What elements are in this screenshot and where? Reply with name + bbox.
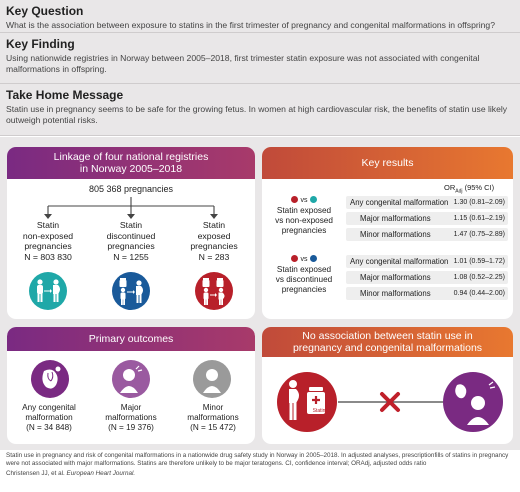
result-value: 0.94 (0.44–2.00) [453,290,505,297]
key-question-text: What is the association between exposure to statins in the first trimester of pregnancy and congenital malformations in offspring? [6,20,495,30]
key-results-header [262,147,513,179]
vs-label: vs [300,256,308,263]
group-label-line2: discontinued [106,230,156,241]
result-value: 1.01 (0.59–1.72) [453,258,505,265]
comparison-1-label [264,195,344,236]
association-title-line1: No association between statin use in [302,330,473,342]
key-finding-box [0,33,520,84]
group-label-line3: pregnancies [107,241,155,251]
outcome-line1: Minor [202,403,224,412]
result-row [346,196,508,209]
key-results-panel [262,147,513,319]
discontinued-dot-icon [310,255,317,262]
group-label-line1: Statin [202,220,226,230]
result-value: 1.15 (0.61–2.19) [453,215,505,222]
exposed-dot-icon [291,255,298,262]
result-value: 1.47 (0.75–2.89) [453,231,505,238]
result-row [346,287,508,300]
outcome-count: (N = 15 472) [190,423,236,432]
comparison-dots [264,195,344,206]
group-count: N = 283 [198,251,230,262]
key-question-title: Key Question [6,4,84,18]
outcome-line2: malformations [105,413,157,422]
key-question-box [0,0,520,33]
exposed-dot-icon [291,196,298,203]
citation-authors: Christensen JJ, et al. [6,470,65,478]
comparison-dots [264,254,344,265]
group-label-line1: Statin [119,220,143,230]
statin-bottle-label: Statin [312,408,326,414]
or-label: OR [444,183,456,192]
non-exposed-pregnancy-icon [28,271,68,311]
caption-citation [6,470,514,478]
result-label: Minor malformations [360,289,431,298]
outcome-line1: Major [120,403,142,412]
caption-text: Statin use in pregnancy and risk of congenital malformations in a nationwide drug safety study in Norway in 2005–2018. In adjusted analyses, prescriptionfills of statins in pregnancy were not associated with major malformations. Statins are therefore unlikely to be major teratogens. CI, confidence interval; ORAdj, adjusted odds ratio [6,452,509,468]
association-title-line2: pregnancy and congenital malformations [292,342,483,354]
outcome-line1: Any congenital [22,403,76,412]
result-row [346,271,508,284]
outcome-major [91,403,171,433]
comparison-line3: pregnancies [281,226,327,235]
result-row [346,212,508,225]
citation-journal: European Heart Journal. [66,470,136,478]
discontinued-pregnancy-icon [111,271,151,311]
healthy-child-heart-icon [442,371,504,433]
comparison-line2: vs non-exposed [275,216,333,225]
group-label-line1: Statin [36,220,60,230]
take-home-title: Take Home Message [6,88,124,102]
key-finding-title: Key Finding [6,37,75,51]
primary-outcomes-panel [7,327,255,444]
primary-outcomes-header [7,327,255,351]
primary-outcomes-title: Primary outcomes [88,333,174,345]
linkage-title-line1: Linkage of four national registries [53,151,209,163]
congenital-malformation-icon [30,359,70,399]
major-malformation-icon [111,359,151,399]
figure-caption [6,452,514,479]
outcome-count: (N = 34 848) [26,423,72,432]
result-label: Minor malformations [360,230,431,239]
comparison-line2: vs discontinued [275,275,333,284]
ci-label: (95% CI) [464,183,495,192]
association-panel [262,327,513,444]
outcome-any [9,403,89,433]
linkage-panel [7,147,255,319]
no-association-cross-icon [379,391,401,413]
group-label-line2: non-exposed [22,230,74,241]
result-label: Any congenital malformation [350,257,449,266]
outcome-line2: malformation [25,413,73,422]
result-label: Any congenital malformation [350,198,449,207]
outcome-minor [173,403,253,433]
exposed-pregnancy-icon [194,271,234,311]
result-row [346,255,508,268]
outcome-line2: malformations [187,413,239,422]
key-results-title: Key results [361,157,414,169]
take-home-text: Statin use in pregnancy seems to be safe for the growing fetus. In women at high cardiovascular risk, the benefits of statin use likely outweigh potential risks. [6,104,508,125]
group-non-exposed [9,220,87,262]
linkage-title-line2: in Norway 2005–2018 [79,163,183,175]
group-count: N = 1255 [113,251,149,262]
result-value: 1.30 (0.81–2.09) [453,199,505,206]
vs-label: vs [300,197,308,204]
comparison-line3: pregnancies [281,285,327,294]
key-finding-text: Using nationwide registries in Norway between 2005–2018, first trimester statin exposure was not associated with congenital malformations in offspring. [6,53,480,74]
result-label: Major malformations [360,214,431,223]
graphical-abstract [0,137,520,450]
result-value: 1.08 (0.52–2.25) [453,274,505,281]
comparison-line1: Statin exposed [276,206,332,215]
summary-header [0,0,520,136]
group-label-line2: exposed [197,230,231,241]
total-pregnancies: 805 368 pregnancies [88,184,174,194]
or-sub: Adj [455,188,463,195]
take-home-box [0,84,520,136]
group-count: N = 803 830 [24,251,72,262]
outcome-count: (N = 19 376) [108,423,154,432]
group-discontinued [92,220,170,262]
linkage-header [7,147,255,179]
statin-pregnancy-icon [276,371,338,433]
minor-malformation-icon [192,359,232,399]
result-label: Major malformations [360,273,431,282]
non-exposed-dot-icon [310,196,317,203]
group-label-line3: pregnancies [190,241,238,251]
group-label-line3: pregnancies [24,241,72,251]
comparison-line1: Statin exposed [276,265,332,274]
group-exposed [175,220,253,262]
comparison-2-label [264,254,344,295]
result-row [346,228,508,241]
or-column-header [444,183,494,195]
association-header [262,327,513,357]
